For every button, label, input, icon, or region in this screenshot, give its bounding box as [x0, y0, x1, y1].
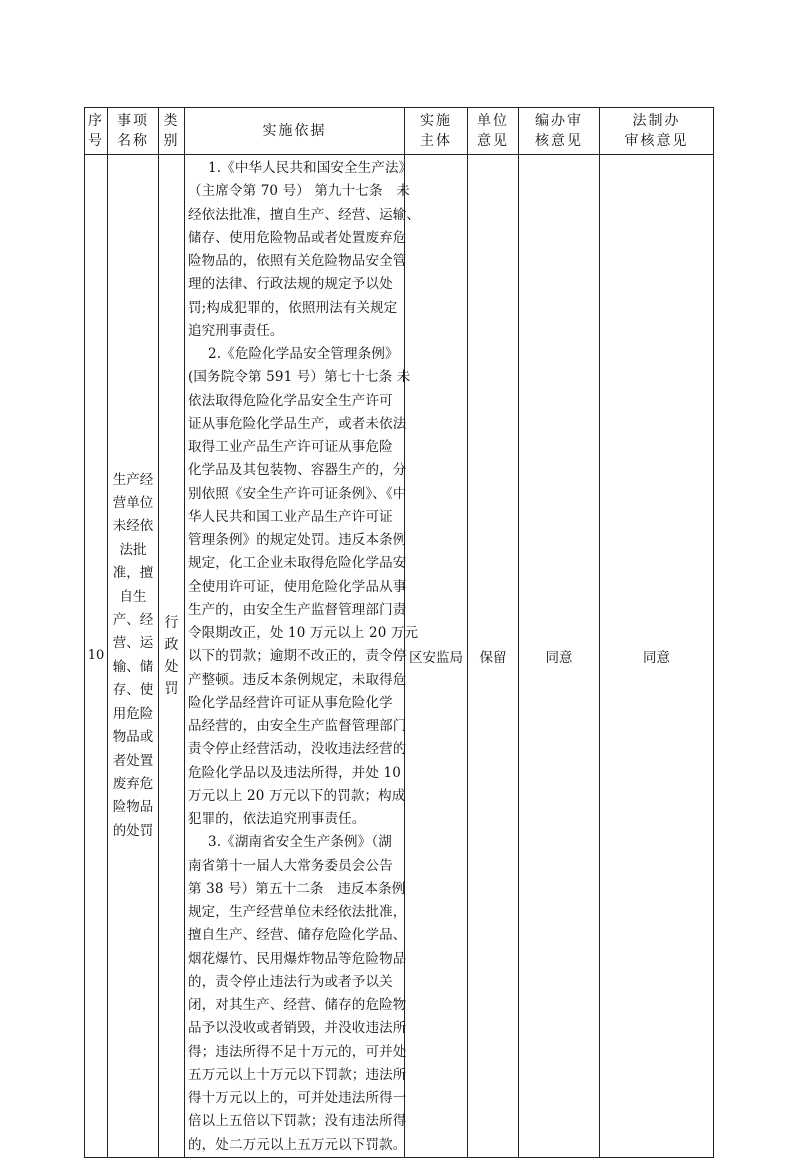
item-name-line: 的处罚 [112, 822, 154, 839]
basis-line: 得十万元以上的，可并处违法所得一 [188, 1090, 407, 1106]
category-line: 行 [164, 614, 179, 631]
legal-review-cell: 同意 [600, 155, 714, 1158]
item-name-line: 险物品 [112, 799, 154, 816]
basis-line: 依法取得危险化学品安全生产许可 [188, 392, 393, 409]
basis-line: 倍以上五倍以下罚款；没有违法所得 [188, 1113, 407, 1130]
header-unit-opinion: 单位 意见 [468, 108, 519, 155]
basis-line: 闭，对其生产、经营、储存的危险物 [188, 997, 407, 1013]
basis-line: 犯罪的，依法追究刑事责任。 [188, 811, 366, 827]
basis-line: 储存、使用危险物品或者处置废弃危 [188, 229, 407, 246]
basis-line: 五万元以上十万元以下罚款；违法所 [188, 1066, 407, 1083]
subject-cell: 区安监局 [405, 155, 468, 1158]
basis-line: 得；违法所得不足十万元的，可并处 [188, 1043, 407, 1060]
basis-line: 规定，化工企业未取得危险化学品安 [188, 555, 407, 572]
item-name-line: 产、经 [112, 612, 154, 629]
basis-line: 追究刑事责任。 [188, 322, 284, 339]
header-category: 类 别 [159, 108, 185, 155]
item-name-line: 者处置 [112, 752, 154, 769]
basis-line: 品经营的，由安全生产监督管理部门 [188, 718, 407, 734]
basis-line: 以下的罚款；逾期不改正的，责令停 [188, 648, 407, 665]
unit-opinion-cell: 保留 [468, 155, 519, 1158]
header-legal-review: 法制办 审核意见 [600, 108, 714, 155]
basis-line: 烟花爆竹、民用爆炸物品等危险物品 [188, 950, 407, 967]
item-name-line: 存、使 [112, 682, 154, 699]
header-subject: 实施 主体 [405, 108, 468, 155]
basis-line: 危险化学品以及违法所得，并处 10 [188, 764, 402, 781]
basis-line: 3.《湖南省安全生产条例》（湖 [208, 834, 392, 851]
basis-cell [185, 155, 421, 1158]
item-name-line: 自生 [119, 588, 147, 605]
header-row [85, 108, 714, 155]
item-name-line: 废弃危 [112, 775, 154, 792]
row-index: 10 [85, 155, 108, 1158]
basis-line: 1.《中华人民共和国安全生产法》 [208, 160, 413, 176]
basis-line: 擅自生产、经营、储存危险化学品、 [188, 927, 407, 944]
item-name-line: 生产经 [112, 471, 154, 488]
basis-line: 生产的，由安全生产监督管理部门责 [188, 601, 407, 618]
basis-line: 第 38 号）第五十二条 违反本条例 [188, 880, 406, 897]
basis-line: 2.《危险化学品安全管理条例》 [208, 346, 399, 362]
basis-line: 南省第十一届人大常务委员会公告 [188, 857, 393, 874]
basis-line: 经依法批准，擅自生产、经营、运输、 [188, 206, 421, 223]
header-item-name: 事项 名称 [108, 108, 159, 155]
staffing-review-cell: 同意 [519, 155, 600, 1158]
category-line: 处 [164, 658, 179, 675]
category-cell [159, 155, 185, 1158]
basis-line: (国务院令第 591 号）第七十七条 未 [188, 369, 411, 386]
basis-line: 华人民共和国工业产品生产许可证 [188, 508, 393, 525]
basis-line: 理的法律、行政法规的规定予以处 [188, 276, 393, 293]
category-line: 罚 [164, 680, 179, 697]
basis-line: 险化学品经营许可证从事危险化学 [188, 694, 393, 711]
basis-line: 全使用许可证，使用危险化学品从事 [188, 578, 407, 595]
item-name-line: 用危险 [112, 705, 154, 722]
item-name-line: 营单位 [112, 495, 154, 512]
basis-line: 规定，生产经营单位未经依法批准， [188, 904, 407, 920]
basis-line: 责令停止经营活动，没收违法经营的 [188, 741, 407, 758]
basis-line: 险物品的，依照有关危险物品安全管 [188, 253, 407, 269]
basis-line: 管理条例》的规定处罚。违反本条例 [188, 532, 407, 548]
basis-line: 令限期改正，处 10 万元以上 20 万元 [188, 625, 419, 641]
basis-line: 罚;构成犯罪的，依照刑法有关规定 [188, 299, 398, 316]
header-staffing-review: 编办审 核意见 [519, 108, 600, 155]
item-name-line: 准，擅 [112, 565, 154, 582]
item-name-line: 未经依 [112, 518, 154, 535]
item-table [84, 107, 714, 1158]
item-name-cell [108, 155, 159, 1158]
basis-line: 产整顿。违反本条例规定，未取得危 [188, 671, 407, 688]
basis-line: 的，责令停止违法行为或者予以关 [188, 973, 393, 990]
header-basis: 实施依据 [185, 108, 405, 155]
item-name-line: 法批 [119, 541, 147, 558]
category-line: 政 [164, 636, 179, 653]
item-name-line: 营、运 [112, 635, 154, 652]
item-name-line: 输、储 [112, 658, 154, 675]
basis-line: 证从事危险化学品生产，或者未依法 [188, 415, 407, 432]
item-name-line: 物品或 [112, 729, 154, 746]
basis-line: 万元以上 20 万元以下的罚款；构成 [188, 787, 406, 804]
basis-line: 化学品及其包装物、容器生产的，分 [188, 462, 407, 479]
table-row [85, 155, 714, 1158]
basis-line: （主席令第 70 号） 第九十七条 未 [188, 183, 410, 200]
basis-line: 品予以没收或者销毁，并没收违法所 [188, 1020, 407, 1037]
basis-line: 的，处二万元以上五万元以下罚款。 [188, 1136, 407, 1153]
basis-line: 取得工业产品生产许可证从事危险 [188, 439, 393, 455]
basis-line: 别依照《安全生产许可证条例》、《中 [188, 485, 407, 502]
header-index: 序 号 [85, 108, 108, 155]
